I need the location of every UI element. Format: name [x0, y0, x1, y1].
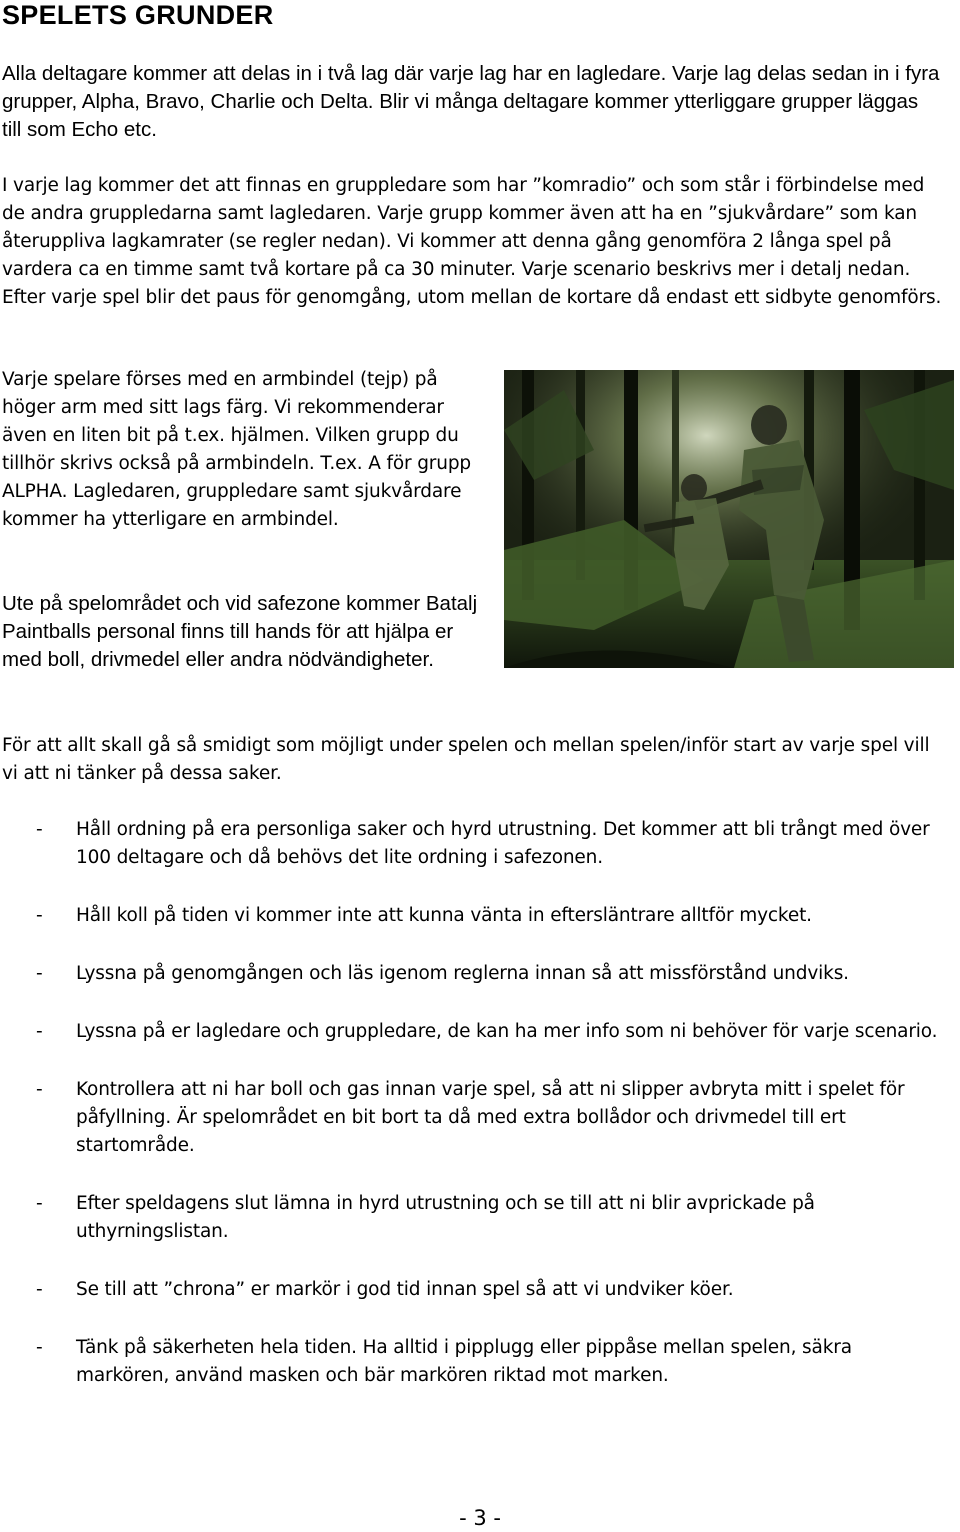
bullet-dash: -	[36, 1279, 43, 1300]
checklist-item	[0, 902, 946, 930]
checklist-item-text: Efter speldagens slut lämna in hyrd utrustning och se till att ni blir avprickade på uthyrningslistan.	[76, 1193, 815, 1242]
bullet-dash: -	[36, 1193, 43, 1214]
page-number: - 3 -	[459, 1506, 501, 1530]
checklist-item	[0, 1190, 946, 1246]
checklist-item-text: Kontrollera att ni har boll och gas innan varje spel, så att ni slipper avbryta mitt i spelet för påfyllning. Är spelområdet en bit bort ta då med extra bollådor och drivmedel till ert startområde.	[76, 1079, 905, 1156]
checklist-item-text: Tänk på säkerheten hela tiden. Ha alltid i pipplugg eller pippåse mellan spelen, säkra markören, använd masken och bär markören riktad mot marken.	[76, 1337, 852, 1386]
checklist-item	[0, 1334, 946, 1390]
bullet-dash: -	[36, 1021, 43, 1042]
armband-paragraph: Varje spelare förses med en armbindel (tejp) på höger arm med sitt lags färg. Vi rekommenderar även en liten bit på t.ex. hjälmen. Vilken grupp du tillhör skrivs också på armbindeln. T.ex. A för grupp ALPHA. Lagledaren, gruppledare samt sjukvårdare kommer ha ytterligare en armbindel.	[2, 369, 472, 530]
bullet-dash: -	[36, 1079, 43, 1100]
bullet-dash: -	[36, 819, 43, 840]
checklist-item	[0, 1076, 946, 1160]
intro-paragraph: Alla deltagare kommer att delas in i två lag där varje lag har en lagledare. Varje lag delas sedan in i fyra grupper, Alpha, Bravo, Charlie och Delta. Blir vi många deltagare kommer ytterliggare grupper läggas till som Echo etc.	[2, 62, 940, 141]
checklist	[0, 816, 960, 1390]
bullet-dash: -	[36, 1337, 43, 1358]
checklist-item-text: Se till att ”chrona” er markör i god tid innan spel så att vi undviker köer.	[76, 1279, 734, 1300]
groups-paragraph: I varje lag kommer det att finnas en gruppledare som har ”komradio” och som står i förbindelse med de andra gruppledarna samt lagledaren. Varje grupp kommer även att ha en ”sjukvårdare” som kan återuppliva lagkamrater (se regler nedan). Vi kommer att denna gång genomföra 2 långa spel på vardera ca en timme samt två kortare på ca 30 minuter. Varje scenario beskrivs mer i detalj nedan. Efter varje spel blir det paus för genomgång, utom mellan de kortare då endast ett sidbyte genomförs.	[2, 175, 942, 308]
checklist-item	[0, 1018, 946, 1046]
staff-paragraph: Ute på spelområdet och vid safezone kommer Batalj Paintballs personal finns till hands för att hjälpa er med boll, drivmedel eller andra nödvändigheter.	[2, 592, 478, 671]
checklist-item	[0, 960, 946, 988]
checklist-item	[0, 1276, 946, 1304]
checklist-item-text: Lyssna på er lagledare och gruppledare, de kan ha mer info som ni behöver för varje scenario.	[76, 1021, 938, 1042]
checklist-intro-paragraph: För att allt skall gå så smidigt som möjligt under spelen och mellan spelen/inför start av varje spel vill vi att ni tänker på dessa saker.	[2, 735, 930, 784]
forest-scene-illustration	[504, 370, 954, 668]
checklist-item	[0, 816, 946, 872]
page-title: SPELETS GRUNDER	[2, 0, 274, 30]
bullet-dash: -	[36, 905, 43, 926]
checklist-item-text: Håll ordning på era personliga saker och hyrd utrustning. Det kommer att bli trångt med över 100 deltagare och då behövs det lite ordning i safezonen.	[76, 819, 930, 868]
checklist-item-text: Håll koll på tiden vi kommer inte att kunna vänta in eftersläntrare alltför mycket.	[76, 905, 812, 926]
paintball-players-photo	[504, 370, 954, 668]
checklist-item-text: Lyssna på genomgången och läs igenom reglerna innan så att missförstånd undviks.	[76, 963, 849, 984]
bullet-dash: -	[36, 963, 43, 984]
